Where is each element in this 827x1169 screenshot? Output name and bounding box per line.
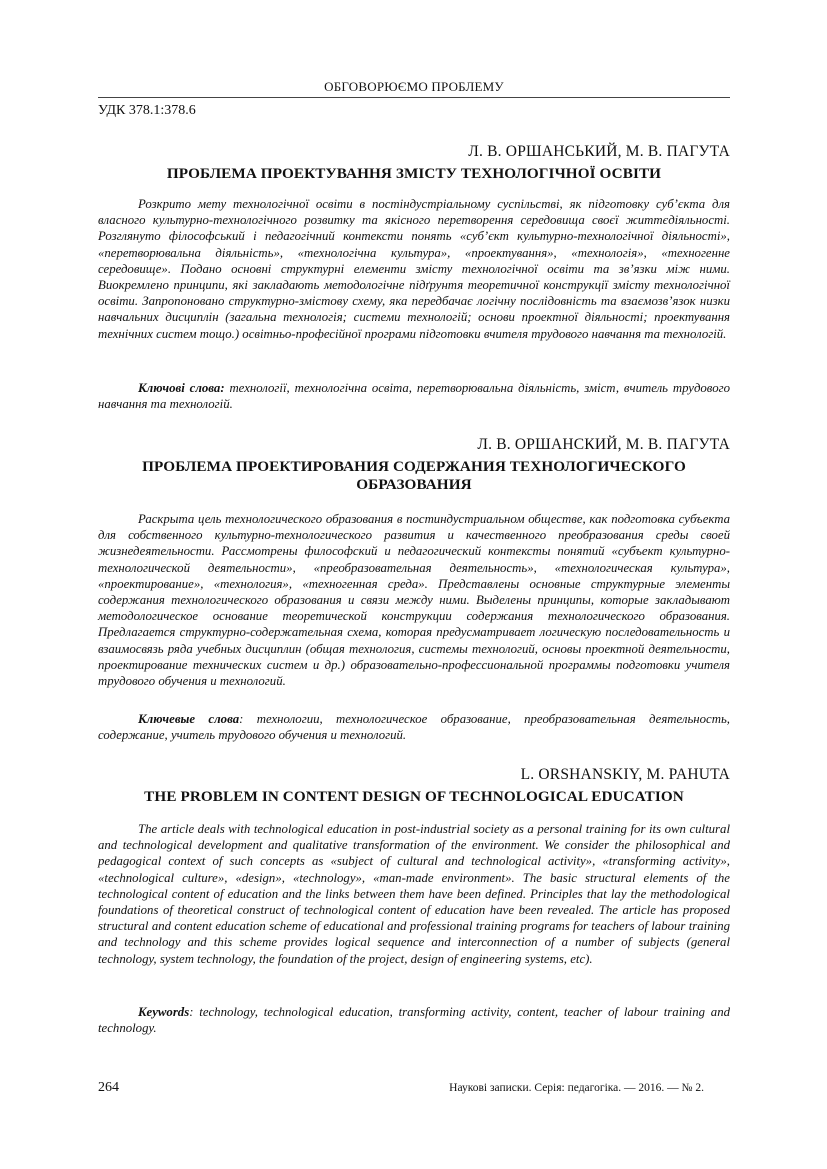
ru-keywords-text: : технологии, технологическое образование, преобразовательная деятельность, содержание, учитель трудового обучения и технологий.	[98, 712, 730, 743]
en-keywords	[98, 1004, 730, 1036]
ru-keywords-block	[98, 711, 730, 743]
ru-abstract: Раскрыта цель технологического образования в постиндустриальном обществе, как подготовка субъекта для собственного культурно-технологического развития и качественного преобразования среды своей жизнедеятельности. Рассмотрены философский и педагогический контексты понятий «субъект культурно-технологической деятельности», «преобразовательная деятельность», «технологическая культура», «проектирование», «технология», «техногенная среда». Представлены основные структурные элементы содержания технологического образования и связи между ними. Выделены принципы, которые закладывают методологическое основание теоретической конструкции содержания технологического образования. Предлагается структурно-содержательная схема, которая предусматривает логическую последовательность и взаимосвязь ряда учебных дисциплин (общая технология, системы технологий, основы проектной деятельности, проектирование технических систем и др.) образовательно-профессиональной программы подготовки учителя трудового обучения и технологий.	[98, 512, 730, 689]
ua-section	[98, 143, 730, 183]
ua-keywords-label: Ключові слова:	[138, 381, 225, 395]
en-keywords-text: : technology, technological education, transforming activity, content, teacher of labour training and technology.	[98, 1005, 730, 1036]
udk-code: УДК 378.1:378.6	[98, 103, 196, 118]
running-header: ОБГОВОРЮЄМО ПРОБЛЕМУ	[324, 79, 504, 94]
ua-keywords-block	[98, 380, 730, 412]
journal-reference: Наукові записки. Серія: педагогіка. — 2016. — № 2.	[449, 1082, 704, 1094]
ru-keywords-label: Ключевые слова	[138, 712, 240, 726]
en-abstract-block	[98, 821, 730, 967]
ua-title: ПРОБЛЕМА ПРОЕКТУВАННЯ ЗМІСТУ ТЕХНОЛОГІЧНОЇ ОСВІТИ	[166, 165, 662, 182]
en-abstract: The article deals with technological education in post-industrial society as a personal training for its own cultural and technological development and qualitative transformation of the environment. We consider the philosophical and pedagogical context of such concepts as «subject of cultural and technological activity», «transforming activity», «technological culture», «design», «technology», «man-made environment». The basic structural elements of the technological content of education and the links between them have been defined. Principles that lay the methodological foundations of theoretical construct of technological content of education have been revealed. The article has proposed structural and content education scheme of educational and professional training programs for teachers of labour training and technology and this scheme provides logical sequence and interconnection of a number of subjects (general technology, system technology, the foundation of the project, design of engineering systems, etc).	[98, 822, 730, 966]
ua-abstract-block	[98, 196, 730, 342]
en-keywords-label: Keywords	[138, 1005, 190, 1019]
ru-keywords	[98, 711, 730, 743]
ua-abstract: Розкрито мету технологічної освіти в постіндустріальному суспільстві, як підготовку суб’єкта для власного культурно-технологічного розвитку та якісного перетворення середовища своєї життєдіяльності. Розглянуто філософський і педагогічний контексти понять «суб’єкт культурно-технологічної діяльності», «перетворювальна діяльність», «технологічна культура», «проектування», «технологія», «техногенне середовище». Подано основні структурні елементи змісту технологічної освіти та зв’язки між ними. Виокремлено принципи, які закладають методологічне підґрунтя теоретичної конструкції змісту технологічної освіти. Запропоновано структурно-змістову схему, яка передбачає логічну послідовність та взаємозв’язок низки навчальних дисциплін (загальна технологія; системи технологій; основи проектної діяльності; проектування технічних систем тощо.) освітньо-професійної програми підготовки вчителя трудового навчання та технологій.	[98, 197, 730, 341]
en-keywords-block	[98, 1004, 730, 1036]
ua-keywords-text: технології, технологічна освіта, перетворювальна діяльність, зміст, вчитель трудового навчання та технологій.	[98, 381, 730, 412]
ru-abstract-block	[98, 511, 730, 689]
ru-authors: Л. В. ОРШАНСКИЙ, М. В. ПАГУТА	[477, 436, 730, 453]
page-number: 264	[98, 1080, 119, 1095]
en-section	[98, 766, 730, 806]
ua-authors: Л. В. ОРШАНСЬКИЙ, М. В. ПАГУТА	[468, 143, 730, 160]
en-authors: L. ORSHANSKIY, M. PAHUTA	[520, 766, 730, 783]
ru-title: ПРОБЛЕМА ПРОЕКТИРОВАНИЯ СОДЕРЖАНИЯ ТЕХНОЛОГИЧЕСКОГО ОБРАЗОВАНИЯ	[142, 458, 686, 493]
ru-section	[98, 436, 730, 494]
header-divider	[98, 97, 730, 98]
ua-keywords	[98, 380, 730, 412]
en-title: THE PROBLEM IN CONTENT DESIGN OF TECHNOLOGICAL EDUCATION	[144, 788, 684, 805]
